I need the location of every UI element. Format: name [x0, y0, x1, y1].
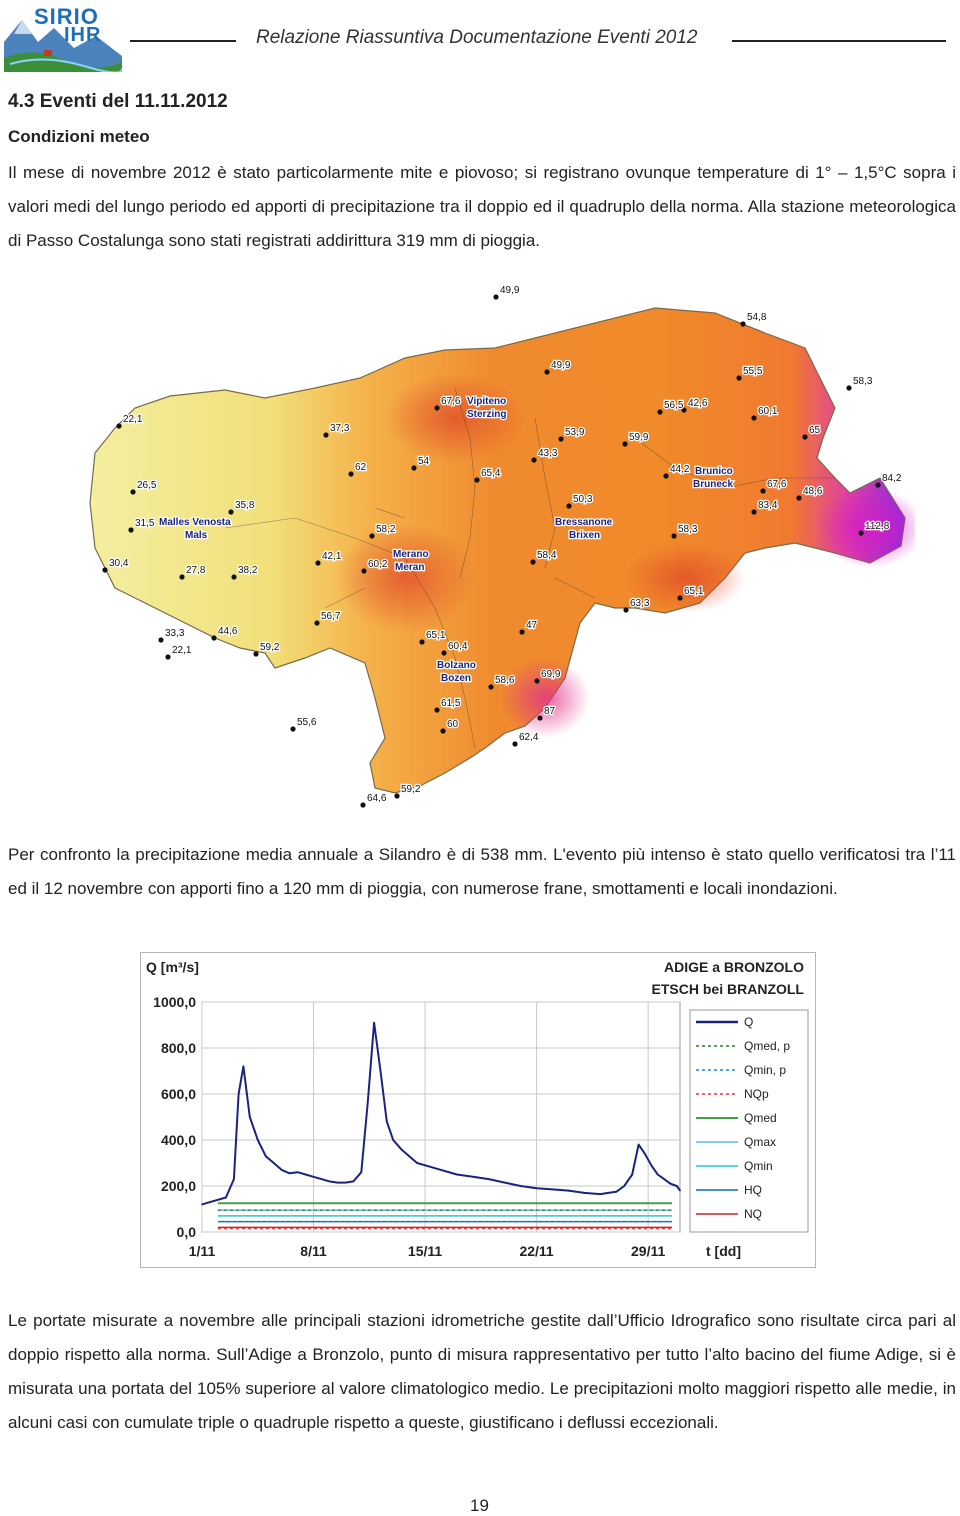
y-tick-label: 1000,0	[153, 994, 196, 1010]
header-rule-right	[732, 40, 946, 42]
logo-text-sirio: SIRIO	[34, 4, 99, 29]
station-dot	[736, 375, 741, 380]
series-point	[536, 1188, 538, 1190]
station-value: 56,5	[664, 400, 684, 411]
station-dot	[102, 567, 107, 572]
station-value: 61,5	[441, 698, 461, 709]
paragraph-weather: Il mese di novembre 2012 è stato particolarmente mite e piovoso; si registrano ovunque temperature di 1° – 1,5°C sopra i valori medi del lungo periodo ed apporti di precipitazione tra il doppio ed il quadruplo della norma. Alla stazione meteorologica di Passo Costalunga sono stati registrati addirittura 319 mm di pioggia.	[8, 163, 956, 250]
series-point	[373, 1022, 375, 1024]
station-value: 65,1	[684, 586, 704, 597]
city-label: Mals	[185, 530, 208, 541]
station-value: 55,5	[743, 366, 763, 377]
station-dot	[360, 802, 365, 807]
station-value: 42,6	[688, 398, 708, 409]
series-point	[233, 1178, 235, 1180]
series-point	[243, 1066, 245, 1068]
station-dot	[441, 650, 446, 655]
series-point	[676, 1185, 678, 1187]
y-axis-label: Q [m³/s]	[146, 959, 199, 975]
station-value: 59,9	[629, 432, 649, 443]
station-dot	[253, 651, 258, 656]
station-dot	[488, 684, 493, 689]
x-tick-label: 8/11	[300, 1243, 327, 1259]
series-point	[424, 1165, 426, 1167]
city-label: Malles Venosta	[159, 517, 231, 528]
page-header	[0, 0, 960, 78]
station-dot	[544, 369, 549, 374]
station-value: 60	[447, 719, 459, 730]
station-value: 65,1	[426, 630, 446, 641]
series-point	[380, 1070, 382, 1072]
y-tick-label: 400,0	[160, 1132, 196, 1148]
station-value: 55,6	[297, 717, 317, 728]
legend-label: Q	[744, 1015, 754, 1029]
paragraph-comparison: Per confronto la precipitazione media annuale a Silandro è di 538 mm. L'evento più intenso è stato quello verificatosi tra l’11 ed il 12 novembre con apporti fino a 120 mm di pioggia, con numerose frane, smottamenti e locali inondazioni.	[8, 845, 956, 898]
station-value: 26,5	[137, 480, 157, 491]
station-dot	[751, 509, 756, 514]
series-point	[670, 1183, 672, 1185]
station-dot	[663, 473, 668, 478]
x-tick-label: 29/11	[631, 1243, 666, 1259]
legend-label: NQ	[744, 1207, 762, 1221]
city-label: Meran	[395, 562, 425, 573]
chart-subtitle: ETSCH bei BRANZOLL	[651, 981, 804, 997]
series-point	[249, 1116, 251, 1118]
series-point	[313, 1176, 315, 1178]
series-point	[281, 1169, 283, 1171]
station-value: 54,8	[747, 312, 767, 323]
series-point	[209, 1201, 211, 1203]
chart-title: ADIGE a BRONZOLO	[663, 959, 804, 975]
series-point	[600, 1193, 602, 1195]
station-value: 30,4	[109, 558, 129, 569]
legend-label: NQp	[744, 1087, 769, 1101]
city-label: Bressanone	[555, 517, 613, 528]
series-point	[644, 1153, 646, 1155]
station-dot	[875, 482, 880, 487]
x-tick-label: 1/11	[188, 1243, 216, 1259]
y-tick-label: 800,0	[160, 1040, 196, 1056]
series-point	[520, 1185, 522, 1187]
station-value: 59,2	[401, 784, 421, 795]
station-value: 44,6	[218, 626, 238, 637]
legend-label: HQ	[744, 1183, 762, 1197]
series-point	[386, 1121, 388, 1123]
station-dot	[623, 607, 628, 612]
legend-label: Qmin	[744, 1159, 773, 1173]
station-dot	[537, 715, 542, 720]
station-dot	[130, 489, 135, 494]
series-point	[337, 1182, 339, 1184]
station-value: 62,4	[519, 732, 539, 743]
station-value: 65	[809, 425, 821, 436]
station-dot	[290, 726, 295, 731]
series-point	[615, 1191, 617, 1193]
y-tick-label: 0,0	[176, 1224, 196, 1240]
station-dot	[534, 678, 539, 683]
city-label: Sterzing	[467, 409, 507, 420]
series-point	[608, 1192, 610, 1194]
station-value: 44,2	[670, 464, 690, 475]
station-dot	[846, 385, 851, 390]
station-value: 87	[544, 706, 556, 717]
x-tick-label: 22/11	[519, 1243, 554, 1259]
station-value: 22,1	[123, 414, 143, 425]
station-value: 54	[418, 456, 430, 467]
station-dot	[531, 457, 536, 462]
logo-text-ihr: IHR	[64, 24, 102, 46]
series-point	[201, 1204, 203, 1206]
station-dot	[369, 533, 374, 538]
station-dot	[211, 635, 216, 640]
station-dot	[519, 629, 524, 634]
series-point	[504, 1182, 506, 1184]
station-value: 47	[526, 620, 538, 631]
series-point	[225, 1197, 227, 1199]
city-label: Brixen	[569, 530, 601, 541]
station-dot	[394, 793, 399, 798]
station-value: 42,1	[322, 551, 342, 562]
page-number: 19	[470, 1496, 489, 1515]
station-value: 112,8	[865, 521, 890, 532]
station-dot	[165, 654, 170, 659]
series-point	[679, 1190, 681, 1192]
precipitation-map	[75, 278, 915, 813]
station-dot	[434, 707, 439, 712]
station-value: 67,6	[767, 479, 787, 490]
station-value: 33,3	[165, 628, 185, 639]
station-value: 22,1	[172, 645, 192, 656]
city-label: Brunico	[695, 466, 733, 477]
station-dot	[128, 527, 133, 532]
station-value: 38,2	[238, 565, 258, 576]
city-label: Bozen	[441, 673, 471, 684]
station-value: 62	[355, 462, 367, 473]
series-point	[568, 1190, 570, 1192]
station-dot	[796, 495, 801, 500]
station-value: 69,9	[541, 669, 561, 680]
series-point	[353, 1181, 355, 1183]
plot-area	[202, 1002, 680, 1232]
station-dot	[566, 503, 571, 508]
paragraph-discharge: Le portate misurate a novembre alle principali stazioni idrometriche gestite dall’Ufficio Idrografico sono risultate circa pari al doppio rispetto alla norma. Sull’Adige a Bronzolo, punto di misura rappresentativo per tutto l’alto bacino del fiume Adige, si è misurata una portata del 105% superiore al valore climatologico medio. Le precipitazioni molto maggiori rispetto alle medie, in alcuni casi con cumulate triple o quadruple rispetto a queste, giustificano i deflussi eccezionali.	[8, 1311, 956, 1432]
station-dot	[361, 568, 366, 573]
series-point	[663, 1178, 665, 1180]
station-value: 31,5	[135, 518, 155, 529]
station-value: 49,9	[500, 285, 520, 296]
station-value: 48,6	[803, 486, 823, 497]
series-point	[416, 1162, 418, 1164]
series-point	[631, 1174, 633, 1176]
series-point	[472, 1176, 474, 1178]
station-value: 60,1	[758, 406, 778, 417]
series-point	[297, 1171, 299, 1173]
station-value: 37,3	[330, 423, 350, 434]
series-point	[584, 1192, 586, 1194]
station-dot	[671, 533, 676, 538]
station-dot	[348, 471, 353, 476]
station-value: 58,4	[537, 550, 557, 561]
series-point	[657, 1174, 659, 1176]
series-point	[651, 1165, 653, 1167]
series-point	[345, 1182, 347, 1184]
series-point	[289, 1173, 291, 1175]
station-value: 56,7	[321, 611, 341, 622]
legend-label: Qmed, p	[744, 1039, 791, 1053]
sirio-ihr-logo	[4, 2, 122, 72]
series-point	[367, 1102, 369, 1104]
station-value: 58,6	[495, 675, 515, 686]
series-point	[488, 1178, 490, 1180]
station-value: 84,2	[882, 473, 902, 484]
city-label: Bolzano	[437, 660, 476, 671]
series-point	[456, 1174, 458, 1176]
city-label: Merano	[393, 549, 429, 560]
legend-label: Qmax	[744, 1135, 777, 1149]
header-rule-left	[130, 40, 236, 42]
series-point	[623, 1185, 625, 1187]
series-point	[638, 1144, 640, 1146]
station-dot	[228, 509, 233, 514]
series-point	[361, 1171, 363, 1173]
station-value: 43,3	[538, 448, 558, 459]
station-dot	[440, 728, 445, 733]
header-title: Relazione Riassuntiva Documentazione Eventi 2012	[256, 27, 698, 48]
series-point	[265, 1155, 267, 1157]
station-dot	[179, 574, 184, 579]
y-tick-label: 600,0	[160, 1086, 196, 1102]
series-point	[440, 1169, 442, 1171]
map-region-shape	[90, 308, 905, 793]
discharge-chart	[140, 952, 816, 1268]
series-point	[408, 1155, 410, 1157]
station-dot	[760, 488, 765, 493]
series-point	[552, 1189, 554, 1191]
station-value: 58,3	[853, 376, 873, 387]
station-dot	[558, 436, 563, 441]
series-point	[217, 1199, 219, 1201]
station-value: 63,3	[630, 598, 650, 609]
station-dot	[802, 434, 807, 439]
series-point	[392, 1139, 394, 1141]
station-value: 60,2	[368, 559, 388, 570]
station-value: 60,4	[448, 641, 468, 652]
station-dot	[158, 637, 163, 642]
station-dot	[116, 423, 121, 428]
station-value: 59,2	[260, 642, 280, 653]
series-point	[400, 1148, 402, 1150]
station-value: 50,3	[573, 494, 593, 505]
station-dot	[657, 409, 662, 414]
station-dot	[314, 620, 319, 625]
series-point	[257, 1139, 259, 1141]
station-value: 83,4	[758, 500, 778, 511]
city-label: Bruneck	[693, 479, 734, 490]
section-subtitle: Condizioni meteo	[8, 127, 150, 146]
station-value: 64,6	[367, 793, 387, 804]
legend-label: Qmed	[744, 1111, 777, 1125]
station-dot	[474, 477, 479, 482]
station-dot	[530, 559, 535, 564]
station-dot	[622, 441, 627, 446]
station-dot	[315, 560, 320, 565]
station-dot	[323, 432, 328, 437]
station-dot	[512, 741, 517, 746]
station-dot	[858, 530, 863, 535]
station-dot	[740, 321, 745, 326]
station-value: 58,2	[376, 524, 396, 535]
station-dot	[751, 415, 756, 420]
series-point	[238, 1093, 240, 1095]
series-point	[305, 1174, 307, 1176]
station-value: 27,8	[186, 565, 206, 576]
station-value: 35,8	[235, 500, 255, 511]
legend-label: Qmin, p	[744, 1063, 787, 1077]
section-title: 4.3 Eventi del 11.11.2012	[8, 91, 228, 112]
station-value: 49,9	[551, 360, 571, 371]
station-value: 58,3	[678, 524, 698, 535]
station-dot	[231, 574, 236, 579]
series-point	[321, 1178, 323, 1180]
station-dot	[677, 595, 682, 600]
station-dot	[419, 639, 424, 644]
station-dot	[493, 294, 498, 299]
station-value: 67,6	[441, 396, 461, 407]
x-tick-label: 15/11	[407, 1243, 443, 1259]
station-dot	[411, 465, 416, 470]
y-tick-label: 200,0	[160, 1178, 196, 1194]
series-point	[273, 1162, 275, 1164]
x-axis-label: t [dd]	[706, 1243, 741, 1259]
station-value: 65,4	[481, 468, 501, 479]
city-label: Vipiteno	[467, 396, 507, 407]
station-dot	[434, 405, 439, 410]
station-value: 53,9	[565, 427, 585, 438]
series-point	[329, 1181, 331, 1183]
